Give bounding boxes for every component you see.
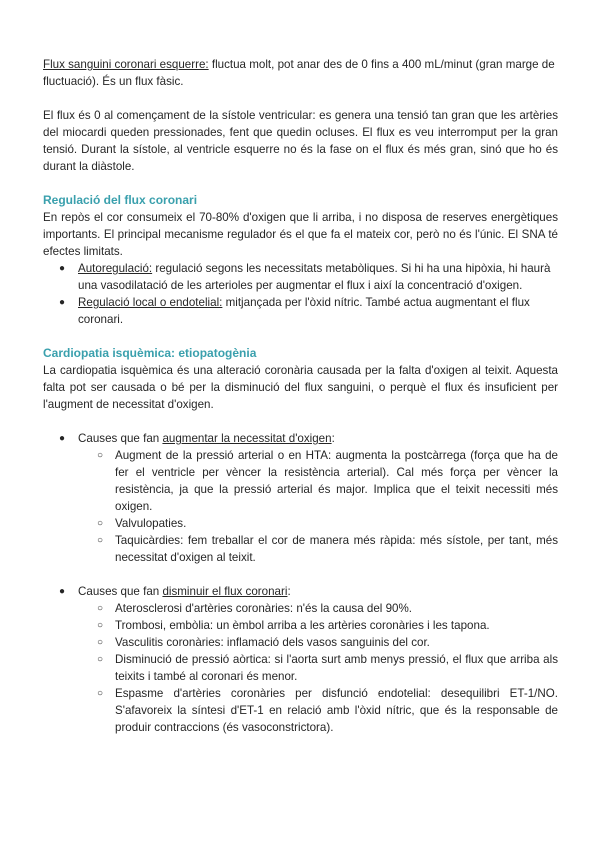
list-item [43, 447, 558, 515]
list-item [43, 685, 558, 736]
list-item [43, 634, 558, 651]
list-item [43, 617, 558, 634]
bullet-icon: ● [59, 586, 66, 597]
local-regulation-label: Regulació local o endotelial: [78, 296, 223, 309]
list-item [43, 430, 558, 566]
regulation-paragraph: En repòs el cor consumeix el 70-80% d'oxigen que li arriba, i no disposa de reserves energètiques importants. El principal mecanisme regulador és el que fa el mateix cor, però no és l'únic. El SNA té efectes limitats. [43, 211, 558, 258]
systole-paragraph: El flux és 0 al començament de la sístole ventricular: es genera una tensió tan gran que les artèries del miocardi queden pressionades, fent que quedin ocluses. El flux es veu interromput per la gran tensió. Durant la sístole, al ventricle esquerre no és la fase on el flux és més gran, sinó que ho és durant la diàstole. [43, 109, 558, 173]
bullet-icon: ● [59, 263, 66, 274]
circle-bullet-icon: ○ [97, 450, 104, 461]
flux-label: Flux sanguini coronari esquerre: [43, 58, 209, 71]
group2-sublist [78, 600, 558, 736]
autoregulation-text: regulació segons les necessitats metabòliques. Si hi ha una hipòxia, hi haurà una vasodilatació de les arterioles per augmentar el flux i així la concentració d'oxigen. [78, 262, 551, 292]
group1-label: augmentar la necessitat d'oxigen [162, 432, 332, 445]
causes-increase-list [43, 430, 558, 566]
regulation-list [43, 260, 558, 328]
list-item [43, 532, 558, 566]
flux-text: fluctua molt, pot anar des de 0 fins a 400 mL/minut (gran marge de fluctuació). És un flux fàsic. [43, 58, 555, 88]
local-regulation-text: mitjançada per l'òxid nítric. També actua augmentant el flux coronari. [78, 296, 530, 326]
list-item-text: Vasculitis coronàries: inflamació dels vasos sanguinis del cor. [115, 636, 430, 649]
circle-bullet-icon: ○ [97, 518, 104, 529]
list-item-text: Augment de la pressió arterial o en HTA: augmenta la postcàrrega (força que ha de fer el ventricle per vèncer la resistència arterial). Cal més força per vèncer la resistència, ja que la pressió arterial és major. Implica que el teixit necessiti més oxigen. [115, 449, 558, 513]
ischemic-paragraph: La cardiopatia isquèmica és una alteració coronària causada per la falta d'oxigen al teixit. Aquesta falta pot ser causada o bé per la disminució del flux sanguini, o perquè el flux és insuficient per l'augment de necessitat d'oxigen. [43, 364, 558, 411]
list-item-text: Aterosclerosi d'artèries coronàries: n'és la causa del 90%. [115, 602, 412, 615]
circle-bullet-icon: ○ [97, 620, 104, 631]
list-item [43, 651, 558, 685]
group1-prefix: Causes que fan [78, 432, 163, 445]
list-item [43, 600, 558, 617]
list-item [43, 583, 558, 736]
circle-bullet-icon: ○ [97, 535, 104, 546]
bullet-icon: ● [59, 433, 66, 444]
autoregulation-label: Autoregulació: [78, 262, 153, 275]
ischemic-heading: Cardiopatia isquèmica: etiopatogènia [43, 346, 257, 360]
group1-sublist [78, 447, 558, 566]
list-item-text: Disminució de pressió aòrtica: si l'aorta surt amb menys pressió, el flux que arriba als teixits i també al coronari és menor. [115, 653, 558, 683]
regulation-heading: Regulació del flux coronari [43, 193, 198, 207]
document-page [43, 56, 558, 736]
bullet-icon: ● [59, 297, 66, 308]
list-item-text: Espasme d'artèries coronàries per disfunció endotelial: desequilibri ET-1/NO. S'afavoreix la síntesi d'ET-1 en relació amb l'òxid nítric, que és la responsable de produir contraccions (és vasoconstrictora). [115, 687, 558, 734]
list-item [43, 515, 558, 532]
list-item-text: Taquicàrdies: fem treballar el cor de manera més ràpida: més sístole, per tant, més necessitat d'oxigen al teixit. [115, 534, 558, 564]
circle-bullet-icon: ○ [97, 637, 104, 648]
list-item-text: Valvulopaties. [115, 517, 187, 530]
circle-bullet-icon: ○ [97, 654, 104, 665]
causes-decrease-list [43, 583, 558, 736]
circle-bullet-icon: ○ [97, 688, 104, 699]
flux-paragraph [43, 56, 558, 90]
list-item [43, 260, 558, 294]
group2-prefix: Causes que fan [78, 585, 163, 598]
group1-suffix: : [331, 432, 335, 445]
list-item-text: Trombosi, embòlia: un èmbol arriba a les artèries coronàries i les tapona. [115, 619, 490, 632]
group2-label: disminuir el flux coronari [162, 585, 288, 598]
list-item [43, 294, 558, 328]
group2-suffix: : [287, 585, 291, 598]
circle-bullet-icon: ○ [97, 603, 104, 614]
